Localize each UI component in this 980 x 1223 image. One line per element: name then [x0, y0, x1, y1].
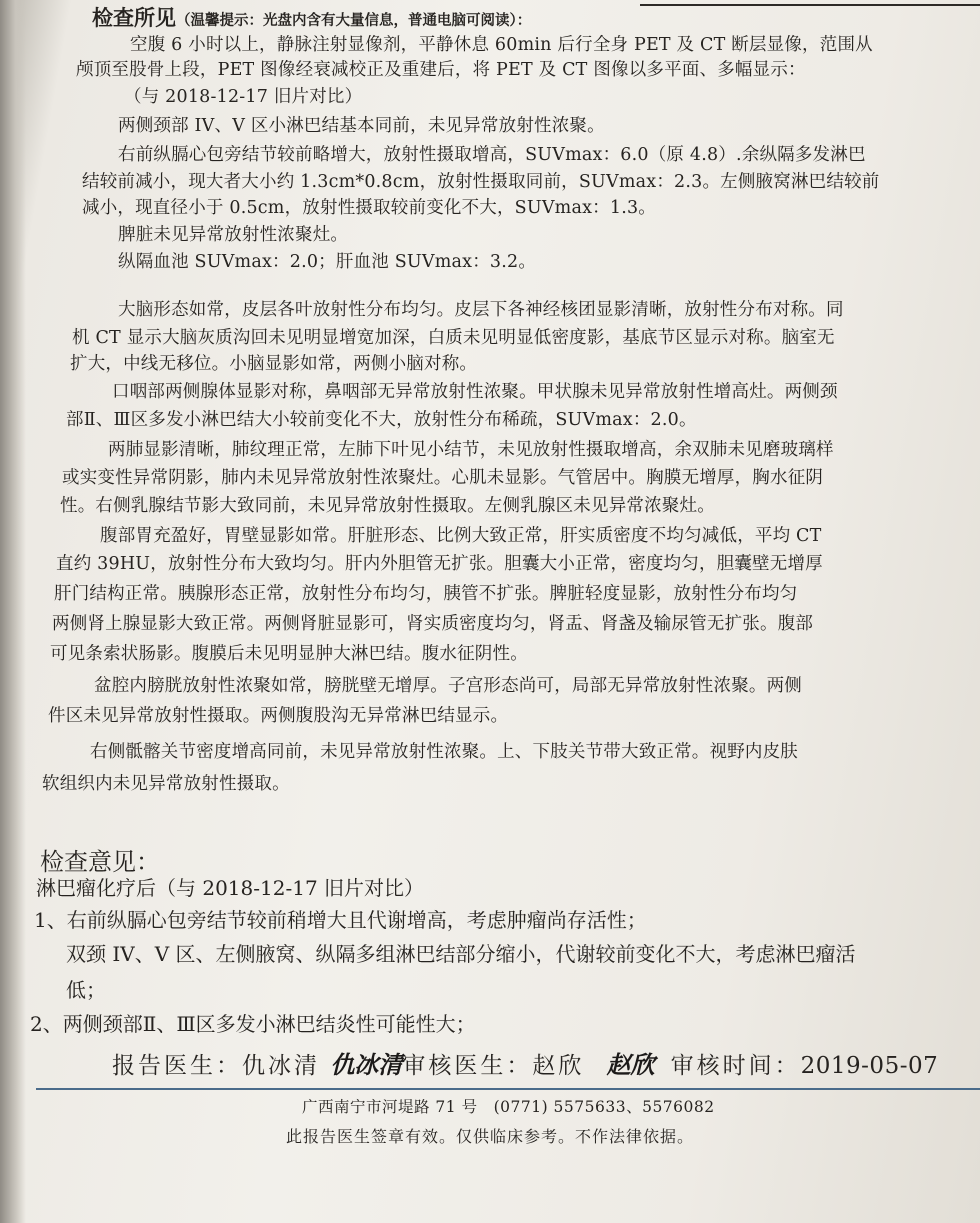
- findings-line: 腹部胃充盈好，胃壁显影如常。肝脏形态、比例大致正常，肝实质密度不均匀减低，平均 CT: [100, 526, 822, 546]
- findings-line: 空腹 6 小时以上，静脉注射显像剂，平静休息 60min 后行全身 PET 及 CT 断层显像，范围从: [130, 35, 873, 55]
- review-time-label: 审核时间：: [670, 1053, 801, 1079]
- findings-line: 软组织内未见异常放射性摄取。: [42, 774, 290, 794]
- findings-line: 件区未见异常放射性摄取。两侧腹股沟无异常淋巴结显示。: [48, 706, 509, 726]
- findings-tip: （温馨提示：光盘内含有大量信息，普通电脑可阅读）：: [176, 12, 532, 29]
- findings-line: 脾脏未见异常放射性浓聚灶。: [118, 225, 349, 245]
- findings-line: 两侧颈部 IV、V 区小淋巴结基本同前，未见异常放射性浓聚。: [118, 116, 605, 136]
- review-time-value: 2019-05-07: [800, 1053, 939, 1079]
- findings-line: 两侧肾上腺显影大致正常。两侧肾脏显影可，肾实质密度均匀，肾盂、肾盏及输尿管无扩张。腹部: [52, 614, 814, 634]
- signature-row: [112, 1045, 938, 1080]
- opinion-heading: 检查意见：: [40, 848, 160, 876]
- opinion-line: 2、两侧颈部Ⅱ、Ⅲ区多发小淋巴结炎性可能性大；: [30, 1012, 476, 1036]
- findings-line-blood-pool: 纵隔血池 SUVmax：2.0；肝血池 SUVmax：3.2。: [118, 252, 537, 272]
- findings-line: 减小，现直径小于 0.5cm，放射性摄取较前变化不大，SUVmax：1.3。: [82, 198, 656, 218]
- findings-line: 或实变性异常阴影，肺内未见异常放射性浓聚灶。心肌未显影。气管居中。胸膜无增厚，胸水征阴: [62, 468, 824, 488]
- footer-rule: [36, 1088, 980, 1090]
- opinion-line: 1、右前纵膈心包旁结节较前稍增大且代谢增高，考虑肿瘤尚存活性；: [34, 908, 647, 932]
- findings-line: 结较前减小，现大者大小约 1.3cm*0.8cm，放射性摄取同前，SUVmax：2.3。左侧腋窝淋巴结较前: [82, 172, 880, 192]
- reporter-name: 仇冰清: [242, 1053, 320, 1079]
- findings-line: 两肺显影清晰，肺纹理正常，左肺下叶见小结节，未见放射性摄取增高，余双肺未见磨玻璃样: [108, 440, 834, 460]
- findings-line: 右侧骶髂关节密度增高同前，未见异常放射性浓聚。上、下肢关节带大致正常。视野内皮肤: [90, 742, 798, 762]
- findings-line: 直约 39HU，放射性分布大致均匀。肝内外胆管无扩张。胆囊大小正常，密度均匀，胆囊壁无增厚: [56, 554, 823, 574]
- reporter-label: 报告医生：: [112, 1053, 242, 1079]
- opinion-line: 淋巴瘤化疗后（与 2018-12-17 旧片对比）: [36, 876, 425, 900]
- reviewer-label: 审核医生：: [402, 1053, 533, 1079]
- findings-line: 颅顶至股骨上段，PET 图像经衰减校正及重建后，将 PET 及 CT 图像以多平面、多幅显示：: [76, 60, 806, 80]
- findings-line: 部Ⅱ、Ⅲ区多发小淋巴结大小较前变化不大，放射性分布稀疏，SUVmax：2.0。: [66, 410, 697, 430]
- findings-line: 肝门结构正常。胰腺形态正常，放射性分布均匀，胰管不扩张。脾脏轻度显影，放射性分布均匀: [54, 584, 798, 604]
- page-shadow-edge: [0, 0, 26, 1223]
- findings-line: 盆腔内膀胱放射性浓聚如常，膀胱壁无增厚。子宫形态尚可，局部无异常放射性浓聚。两侧: [94, 676, 802, 696]
- reporter-handwritten-signature: 仇冰清: [330, 1051, 403, 1079]
- findings-line: 口咽部两侧腺体显影对称，鼻咽部无异常放射性浓聚。甲状腺未见异常放射性增高灶。两侧颈: [112, 382, 838, 402]
- reviewer-handwritten-signature: 赵欣: [606, 1051, 655, 1079]
- findings-line: 扩大，中线无移位。小脑显影如常，两侧小脑对称。: [70, 354, 478, 374]
- opinion-line: 低；: [66, 978, 106, 1002]
- findings-line: 大脑形态如常，皮层各叶放射性分布均匀。皮层下各神经核团显影清晰，放射性分布对称。同: [118, 300, 844, 320]
- reviewer-name: 赵欣: [532, 1053, 585, 1079]
- findings-title: 检查所见: [92, 5, 176, 30]
- footer-disclaimer: 此报告医生签章有效。仅供临床参考。不作法律依据。: [286, 1127, 695, 1146]
- findings-line: 性。右侧乳腺结节影大致同前，未见异常放射性摄取。左侧乳腺区未见异常浓聚灶。: [60, 496, 715, 516]
- findings-line: 右前纵膈心包旁结节较前略增大，放射性摄取增高，SUVmax：6.0（原 4.8）.余纵隔多发淋巴: [118, 145, 866, 165]
- findings-heading: [92, 2, 531, 32]
- findings-line: 可见条索状肠影。腹膜后未见明显肿大淋巴结。腹水征阴性。: [50, 644, 528, 664]
- header-rule: [640, 4, 980, 6]
- findings-line: （与 2018-12-17 旧片对比）: [124, 87, 363, 107]
- footer-address: 广西南宁市河堤路 71 号 (0771) 5575633、5576082: [302, 1098, 715, 1116]
- findings-line: 机 CT 显示大脑灰质沟回未见明显增宽加深，白质未见明显低密度影，基底节区显示对称。脑室无: [72, 328, 835, 348]
- opinion-line: 双颈 IV、V 区、左侧腋窝、纵隔多组淋巴结部分缩小，代谢较前变化不大，考虑淋巴瘤活: [66, 942, 856, 966]
